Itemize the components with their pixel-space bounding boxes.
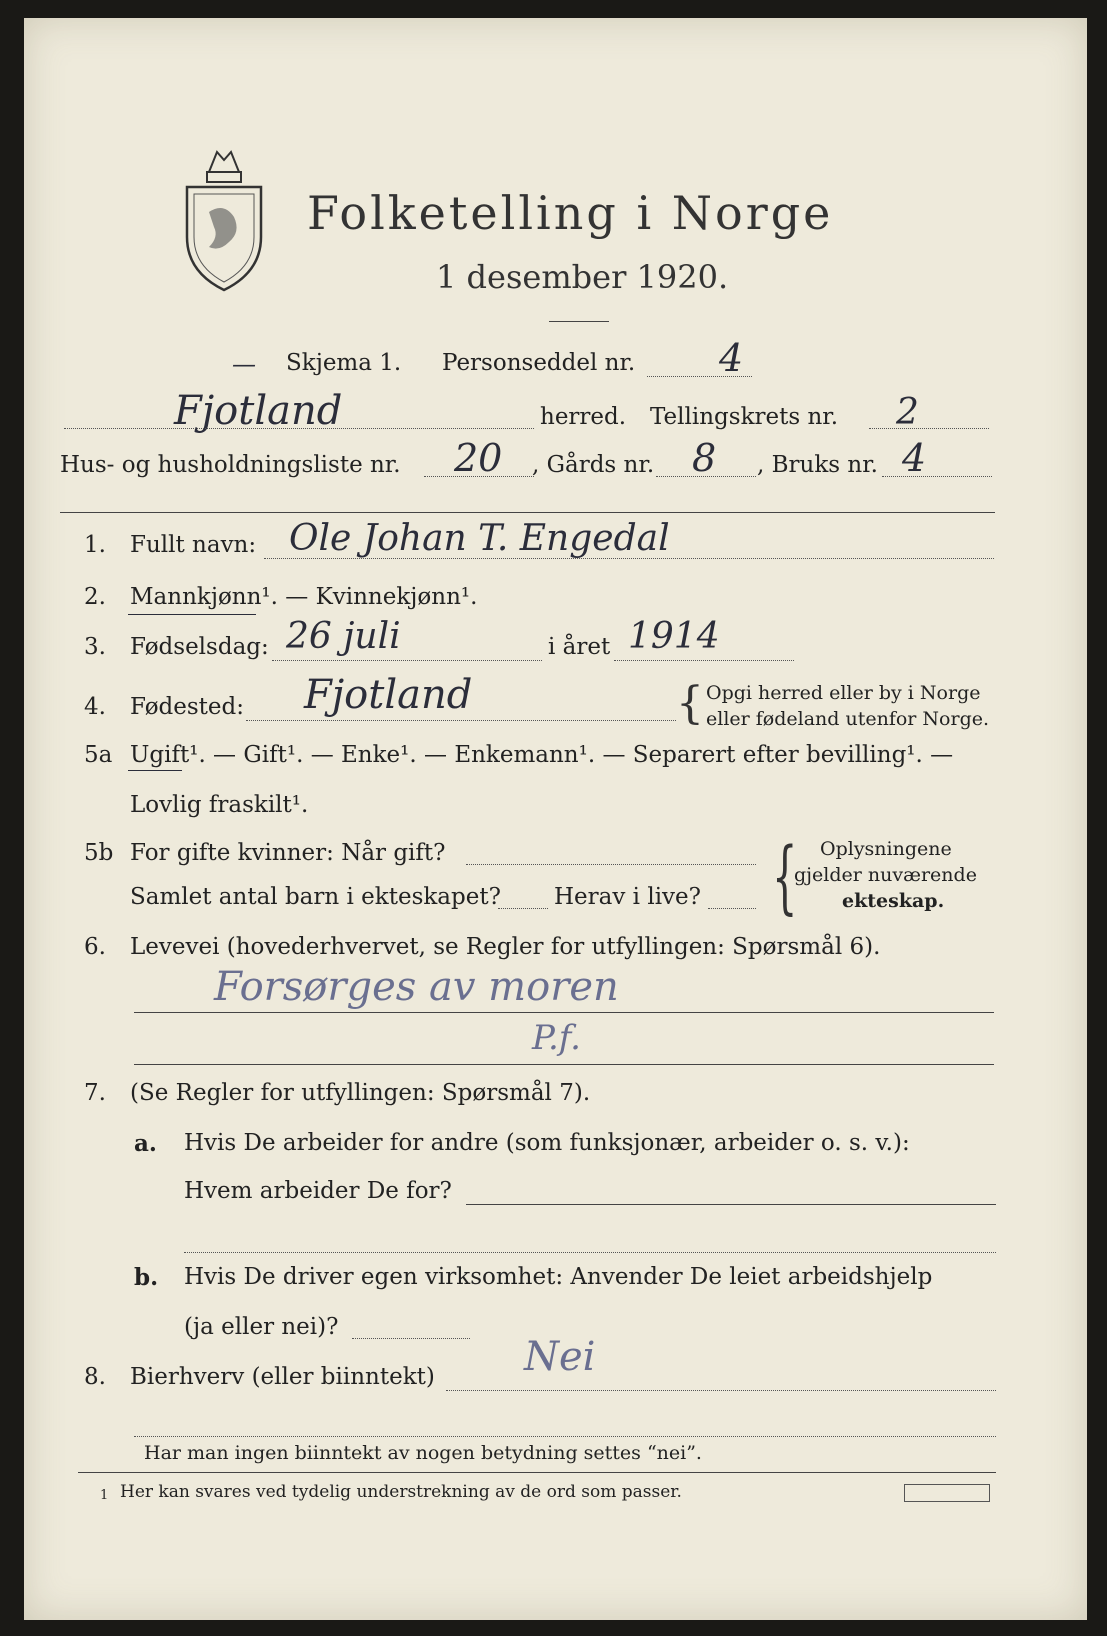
section-divider [60,512,995,513]
q6-number: 6. [84,934,106,960]
tellingskrets-line [869,428,989,429]
q4-note-line2: eller fødeland utenfor Norge. [706,708,990,730]
q6-label: Levevei (hovederhvervet, se Regler for utfyllingen: Spørsmål 6). [130,934,881,960]
q1-number: 1. [84,532,106,558]
bruks-line [882,476,992,477]
q5b-note1: Oplysningene [820,838,952,860]
q5a-line2: Lovlig fraskilt¹. [130,792,309,818]
q5b-number: 5b [84,840,114,866]
q4-value[interactable]: Fjotland [304,672,473,718]
q5b-brace: { [772,830,798,923]
q7-number: 7. [84,1080,106,1106]
q2-label: Mannkjønn¹. — Kvinnekjønn¹. [130,584,478,610]
q5b-line1: For gifte kvinner: Når gift? [130,840,446,866]
q7a-number: a. [134,1130,157,1157]
skjema-label: Skjema 1. [286,350,402,376]
q7a-line1: Hvis De arbeider for andre (som funksjonær, arbeider o. s. v.): [184,1130,910,1156]
q8-number: 8. [84,1364,106,1390]
form-title: Folketelling i Norge [307,186,834,240]
q8-line [446,1390,996,1391]
q5b-note3: ekteskap. [842,890,945,912]
coat-of-arms-icon [179,142,269,294]
q6-line1 [134,1012,994,1013]
q5a-underline-mark [128,770,182,771]
printer-stamp [904,1484,990,1502]
tellingskrets-value[interactable]: 2 [896,392,919,433]
personseddel-value[interactable]: 4 [719,336,744,380]
herred-line [64,428,534,429]
q4-label: Fødested: [130,694,245,720]
q7a-answer-line2 [184,1252,996,1253]
q5a-number: 5a [84,742,113,768]
census-form [24,18,1087,1620]
q2-number: 2. [84,584,106,610]
q4-line [246,720,676,721]
q3-year-line [614,660,794,661]
q8-line2 [134,1436,996,1437]
q5b-barn-line [498,908,548,909]
q3-number: 3. [84,634,106,660]
herred-label: herred. [540,404,627,430]
q1-label: Fullt navn: [130,532,257,558]
herred-value[interactable]: Fjotland [174,388,343,434]
husliste-label: Hus- og husholdningsliste nr. [60,452,401,478]
footer-divider [78,1472,996,1473]
q1-value[interactable]: Ole Johan T. Engedal [289,518,670,559]
q4-note-line1: Opgi herred eller by i Norge [706,682,981,704]
q5b-ilive-line [708,908,756,909]
gards-label: , Gårds nr. [532,452,655,478]
husliste-value[interactable]: 20 [454,436,503,480]
census-date: 1 desember 1920. [436,258,729,296]
q6-value2[interactable]: P.f. [532,1018,581,1058]
q7b-line1: Hvis De driver egen virksomhet: Anvender De leiet arbeidshjelp [184,1264,933,1290]
q4-number: 4. [84,694,106,720]
q5b-note2: gjelder nuværende [794,864,977,886]
q3-year-value[interactable]: 1914 [628,616,720,657]
q6-value[interactable]: Forsørges av moren [214,964,619,1010]
personseddel-label: Personseddel nr. [442,350,636,376]
q7b-answer-line [352,1338,470,1339]
q8-label: Bierhverv (eller biinntekt) [130,1364,435,1390]
q7-label: (Se Regler for utfyllingen: Spørsmål 7). [130,1080,591,1106]
q7a-answer-line1 [466,1204,996,1205]
q2-underline-mark [128,614,256,615]
q5b-barn-label: Samlet antal barn i ekteskapet? [130,884,501,910]
gards-value[interactable]: 8 [692,436,717,480]
q5a-line1: Ugift¹. — Gift¹. — Enke¹. — Enkemann¹. — Separert efter bevilling¹. — [130,742,954,768]
q3-day-line [272,660,542,661]
bruks-value[interactable]: 4 [902,436,927,480]
q7b-number: b. [134,1264,159,1291]
q5b-gift-line [466,864,756,865]
q7b-line2: (ja eller nei)? [184,1314,339,1340]
q7a-line2: Hvem arbeider De for? [184,1178,452,1204]
dash-mark: — [232,350,256,378]
title-divider [549,321,609,322]
q4-brace: { [676,678,704,729]
footnote-number: 1 [100,1488,109,1503]
q3-label: Fødselsdag: [130,634,269,660]
tellingskrets-label: Tellingskrets nr. [650,404,839,430]
q8-value[interactable]: Nei [524,1334,596,1380]
footer-note: Har man ingen biinntekt av nogen betydning settes “nei”. [144,1442,702,1464]
bruks-label: , Bruks nr. [757,452,878,478]
q5b-ilive-label: Herav i live? [554,884,701,910]
q6-line2 [134,1064,994,1065]
q3-day-value[interactable]: 26 juli [286,616,401,657]
q3-year-label: i året [548,634,611,660]
footnote-text: Her kan svares ved tydelig understrekning av de ord som passer. [120,1482,682,1502]
